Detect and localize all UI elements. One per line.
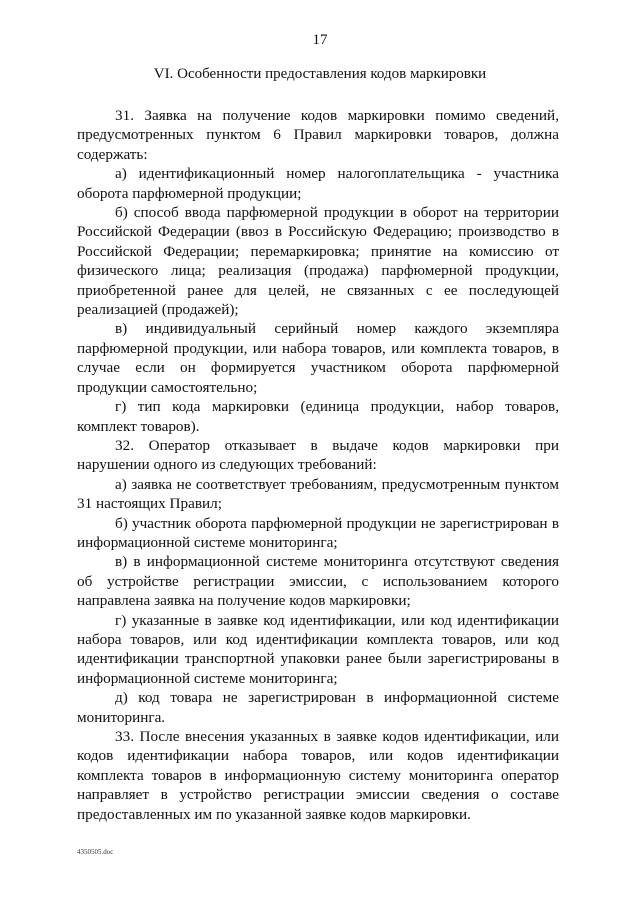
paragraph-32-item-b: б) участник оборота парфюмерной продукции не зарегистрирован в информационной системе мониторинга; (77, 514, 559, 551)
paragraph-32-item-a: а) заявка не соответствует требованиям, предусмотренным пунктом 31 настоящих Правил; (77, 475, 559, 513)
paragraph-32-item-v: в) в информационной системе мониторинга отсутствуют сведения об устройстве регистрации эмиссии, с использованием которого направлена заявка на получение кодов маркировки; (77, 553, 559, 610)
paragraph-31-item-v: в) индивидуальный серийный номер каждого экземпляра парфюмерной продукции, или набора товаров, или комплекта товаров, в случае если он формируется участником оборота парфюмерной продукции самостоятельно; (77, 320, 559, 396)
paragraph-32: 32. Оператор отказывает в выдаче кодов маркировки при нарушении одного из следующих требований: (77, 436, 559, 474)
paragraph-31-item-b: б) способ ввода парфюмерной продукции в оборот на территории Российской Федерации (ввоз в Российскую Федерацию; производство в Российской Федерации; перемаркировка; принятие на комиссию от физического лица; реализация (продажа) парфюмерной продукции, приобретенной ранее для целей, не связанных с ее последующей реализацией (продажей); (77, 204, 559, 319)
paragraph-31: 31. Заявка на получение кодов маркировки помимо сведений, предусмотренных пунктом 6 Правил маркировки товаров, должна содержать: (77, 107, 559, 163)
section-heading: VI. Особенности предоставления кодов маркировки (153, 66, 487, 82)
paragraph-31-item-a: а) идентификационный номер налогоплательщика - участника оборота парфюмерной продукции; (77, 165, 559, 202)
page-number: 17 (312, 32, 328, 48)
paragraph-32-item-g: г) указанные в заявке код идентификации, или код идентификации набора товаров, или код идентификации комплекта товаров, или код идентификации транспортной упаковки ранее были зарегистрированы в информационной системе мониторинга; (77, 611, 559, 687)
document-file-code: 4350505.doc (77, 848, 114, 856)
paragraph-33: 33. После внесения указанных в заявке кодов идентификации, или кодов идентификации набора товаров, или кодов идентификации комплекта товаров в информационную систему мониторинга оператор направляет в устройство регистрации эмиссии сведения о составе предоставленных им по указанной заявке кодов маркировки. (77, 728, 559, 823)
paragraph-31-item-g: г) тип кода маркировки (единица продукции, набор товаров, комплект товаров). (77, 398, 559, 435)
document-body (77, 106, 559, 824)
paragraph-32-item-d: д) код товара не зарегистрирован в информационной системе мониторинга. (77, 689, 559, 726)
